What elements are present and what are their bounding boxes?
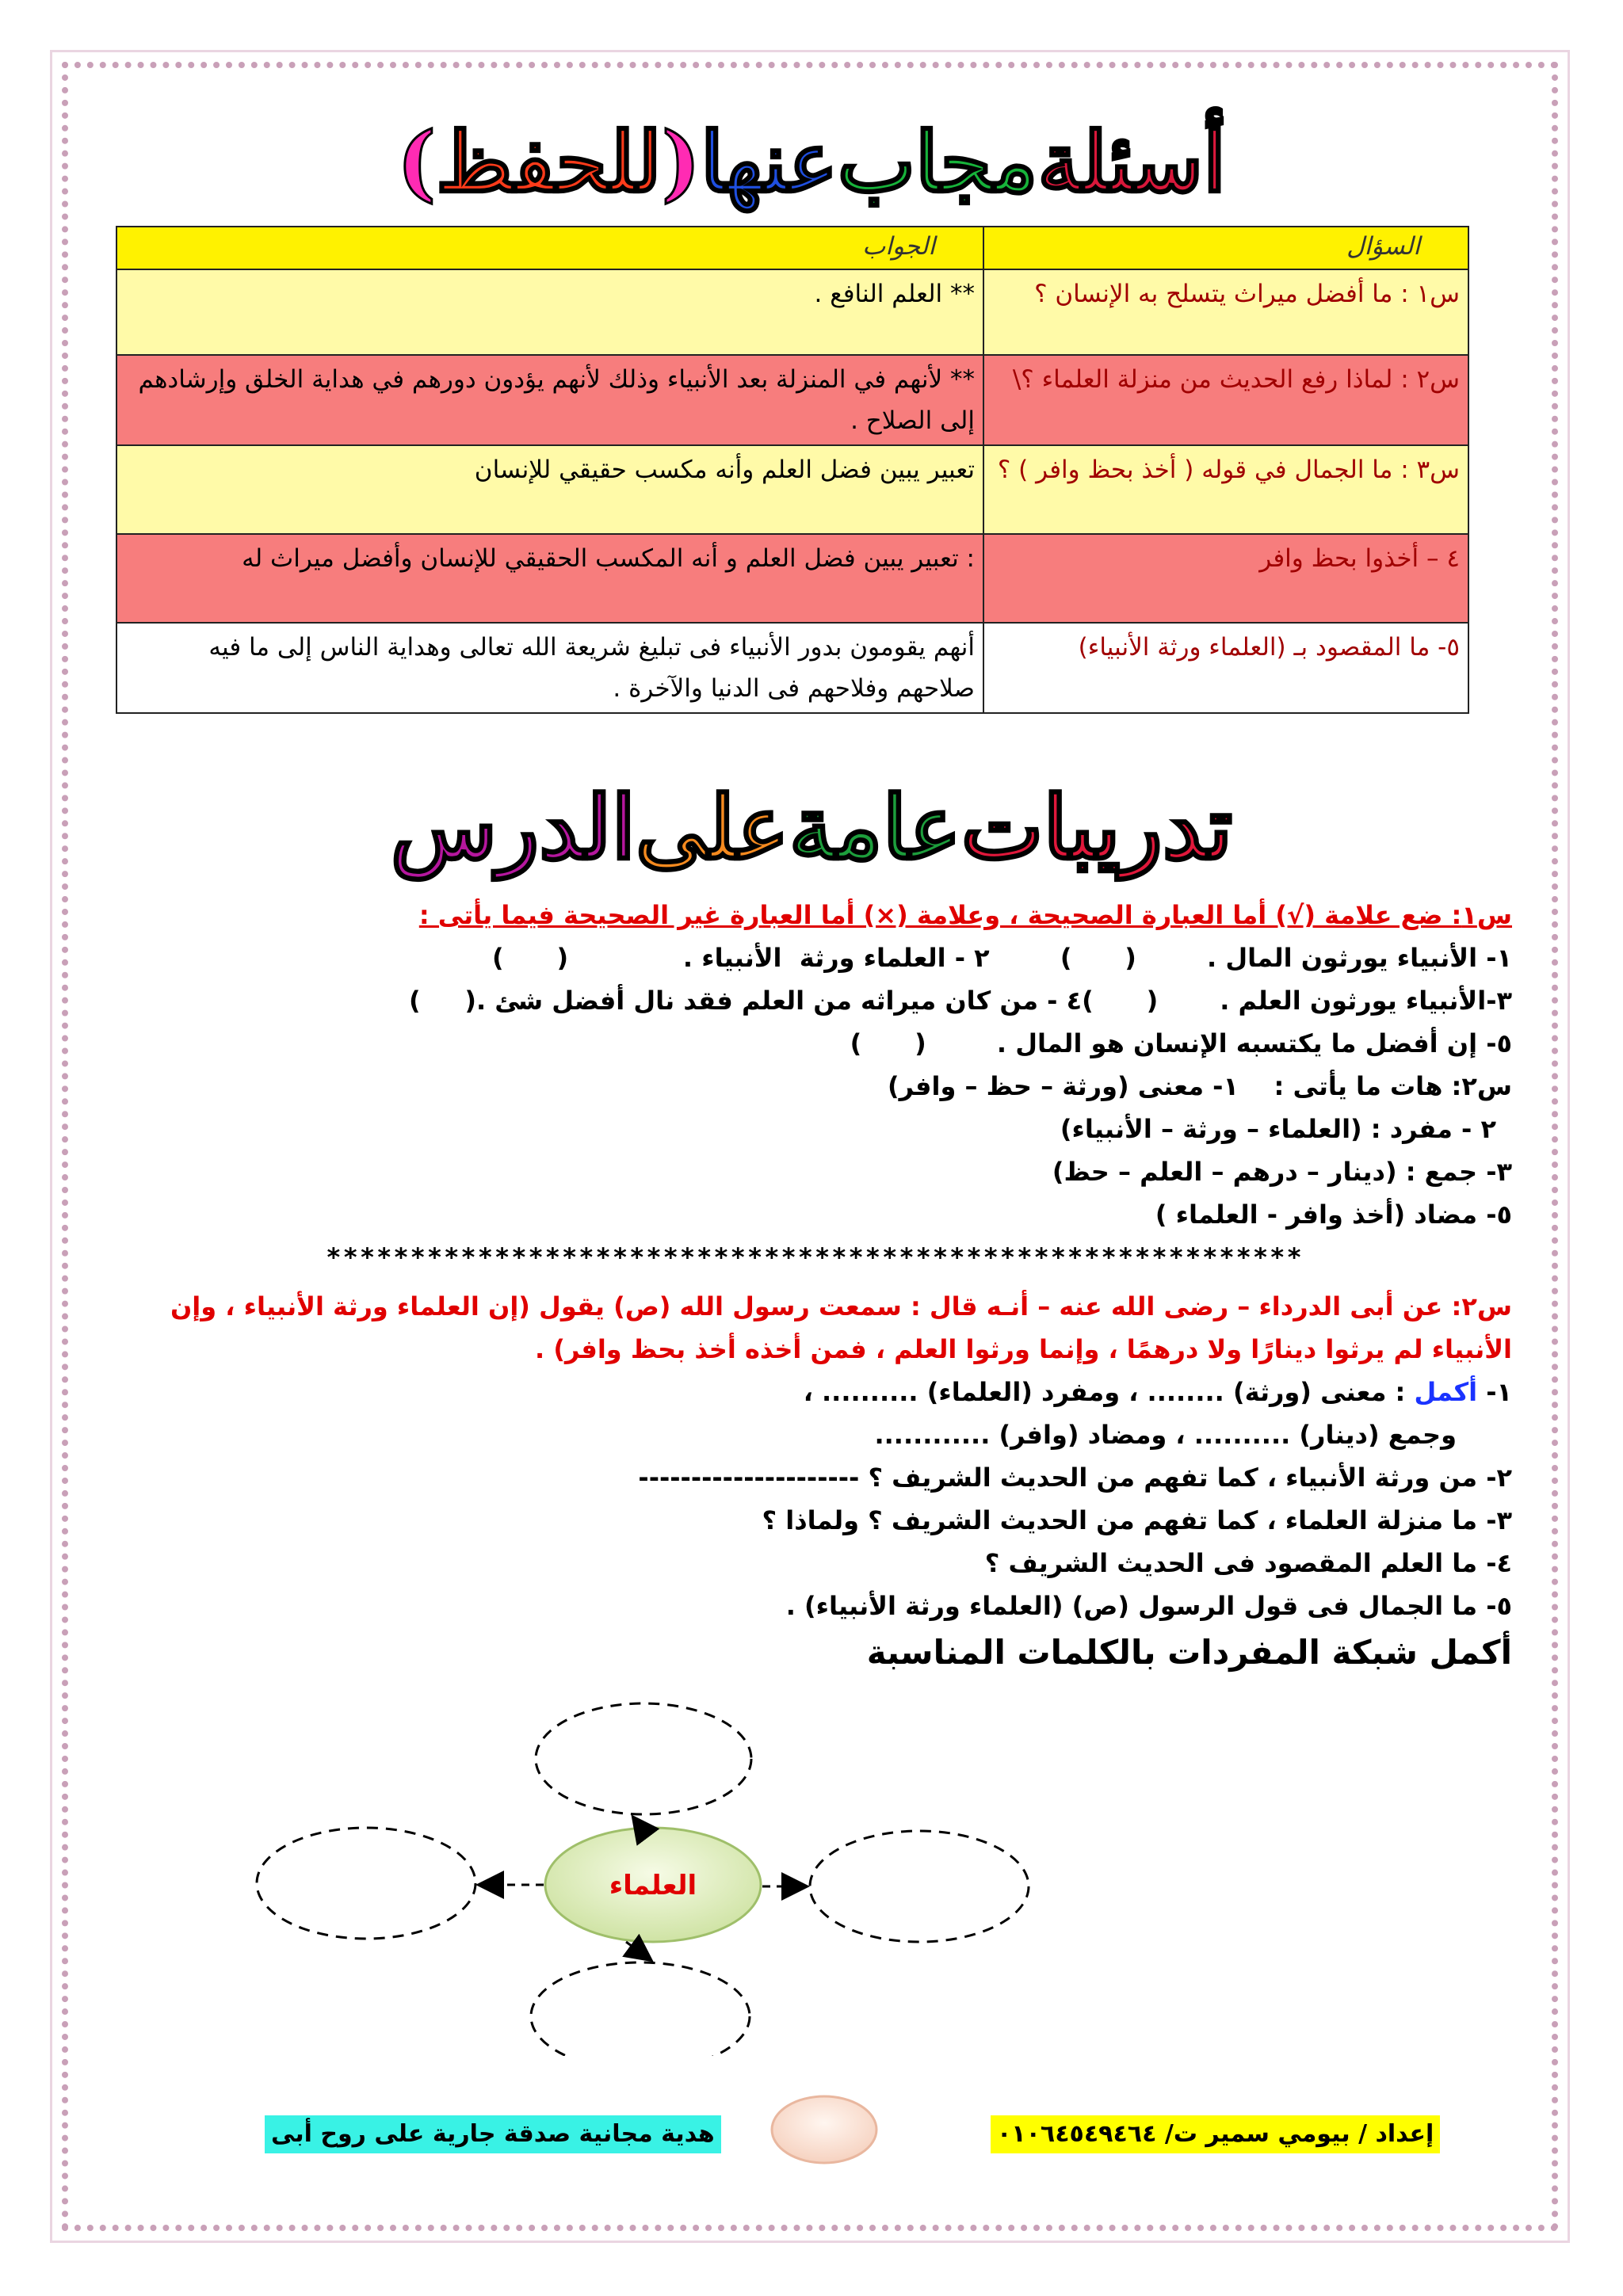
answer-cell: تعبير يبين فضل العلم وأنه مكسب حقيقي للإنسان [116,445,983,534]
table-header [116,227,1468,269]
exercise3-q5: ٥- ما الجمال فى قول الرسول (ص) (العلماء ورثة الأنبياء) . [785,1591,1512,1621]
title1-word: ) [396,113,437,211]
exercise2-line: ٢ - مفرد : (العلماء – ورثة – الأنبياء) [1060,1114,1496,1144]
question-cell: ٥- ما المقصود بـ (العلماء ورثة الأنبياء) [983,623,1468,713]
answer-cell: : تعبير يبين فضل العلم و أنه المكسب الحقيقي للإنسان وأفضل ميراث له [116,534,983,623]
exercise3-q1-line2: وجمع (دينار) .......... ، ومضاد (وافر) ............ [874,1420,1457,1450]
exercise1-line: ٥- إن أفضل ما يكتسبه الإنسان هو المال . ( ) [850,1028,1512,1058]
exercise1-line: ١- الأنبياء يورثون المال . ( ) ٢ - العلماء ورثة الأنبياء . ( ) [491,943,1512,973]
network-blank-left[interactable] [257,1828,475,1939]
exercise1-line: ٣-الأنبياء يورثون العلم . ( )٤ - من كان ميراثه من العلم فقد نال أفضل شئ .( ) [409,986,1512,1016]
exercise3-q4: ٤- ما العلم المقصود فى الحديث الشريف ؟ [984,1548,1512,1578]
exercise3-q1 [111,1371,1512,1413]
exercise1-heading: س١: ضع علامة (√) أما العبارة الصحيحة ، وعلامة (×) أما العبارة غير الصحيحة فيما يأتى : [418,900,1512,930]
exercise2-line: ٣- جمع : (دينار – درهم – العلم – حظ) [1052,1157,1512,1187]
table-row [116,269,1468,355]
exercise3-q2: ٢- من ورثة الأنبياء ، كما تفهم من الحديث الشريف ؟ --------------------- [638,1463,1512,1493]
answer-cell: ** لأنهم في المنزلة بعد الأنبياء وذلك لأنهم يؤدون دورهم في هداية الخلق وإرشادهم إلى الصلاح . [116,355,983,445]
footer-gift: هدية مجانية صدقة جارية على روح أبى [265,2115,721,2153]
title2-word: الدرس [390,776,636,879]
answer-cell: أنهم يقومون بدور الأنبياء فى تبليغ شريعة الله تعالى وهداية الناس إلى ما فيه صلاحهم وفلاحهم فى الدنيا والآخرة . [116,623,983,713]
exercise3-q3: ٣- ما منزلة العلماء ، كما تفهم من الحديث الشريف ؟ ولماذا ؟ [762,1505,1512,1535]
title2-word: على [636,776,789,879]
table-row [116,623,1468,713]
title1-word: ( [661,113,701,211]
qa-table [116,226,1469,714]
network-blank-right[interactable] [810,1831,1029,1942]
table-row [116,355,1468,445]
arrow-bottom [626,1942,650,1959]
complete-word: أكمل [1414,1377,1478,1407]
title1-word: عنها [700,113,838,211]
center-word: العلماء [609,1870,697,1901]
network-blank-top[interactable] [536,1703,751,1814]
title-general-exercises [0,772,1623,883]
title1-word: للحفظ [436,113,662,211]
footer-author: إعداد / بيومي سمير ت/ ٠١٠٦٤٥٤٩٤٦٤ [991,2115,1440,2153]
separator-stars: ********************************************************** [326,1242,1304,1272]
question-cell: س٣ : ما الجمال في قوله ( أخذ بحظ وافر ) ؟ [983,445,1468,534]
footer-oval [769,2092,880,2168]
header-answer: الجواب [116,227,983,269]
exercise3-heading: س٢: عن أبى الدرداء – رضى الله عنه – أنـه قال : سمعت رسول الله (ص) يقول (إن العلماء ورثة الأنبياء ، وإن الأنبياء لم يرثوا دينارًا ولا درهمًا ، وإنما ورثوا العلم ، فمن أخذه أخذ بحظ وافر) . [170,1291,1512,1364]
exercise2-line: س٢: هات ما يأتى : ١- معنى (ورثة – حظ – وافر) [887,1071,1512,1101]
exercise2-line: ٥- مضاد (أخذ وافر - العلماء ) [1155,1199,1512,1230]
network-blank-bottom[interactable] [531,1962,750,2056]
title-answered-questions [0,111,1623,214]
answer-cell: ** العلم النافع . [116,269,983,355]
title2-word: تدريبات [960,776,1233,879]
question-cell: س٢ : لماذا رفع الحديث من منزلة العلماء ؟\ [983,355,1468,445]
title2-word: عامة [789,776,961,879]
header-question: السؤال [983,227,1468,269]
title1-word: أسئلة [1037,113,1227,211]
question-cell: ٤ – أخذوا بحظ وافر [983,534,1468,623]
title1-word: مجاب [838,113,1038,211]
q1-rest: : معنى (ورثة) ........ ، ومفرد (العلماء) .......... ، [803,1377,1415,1407]
q1-prefix: ١- [1477,1377,1512,1407]
table-row [116,445,1468,534]
word-network [0,1691,1623,2056]
network-instruction: أكمل شبكة المفردات بالكلمات المناسبة [866,1633,1512,1672]
question-cell: س١ : ما أفضل ميراث يتسلح به الإنسان ؟ [983,269,1468,355]
table-row [116,534,1468,623]
